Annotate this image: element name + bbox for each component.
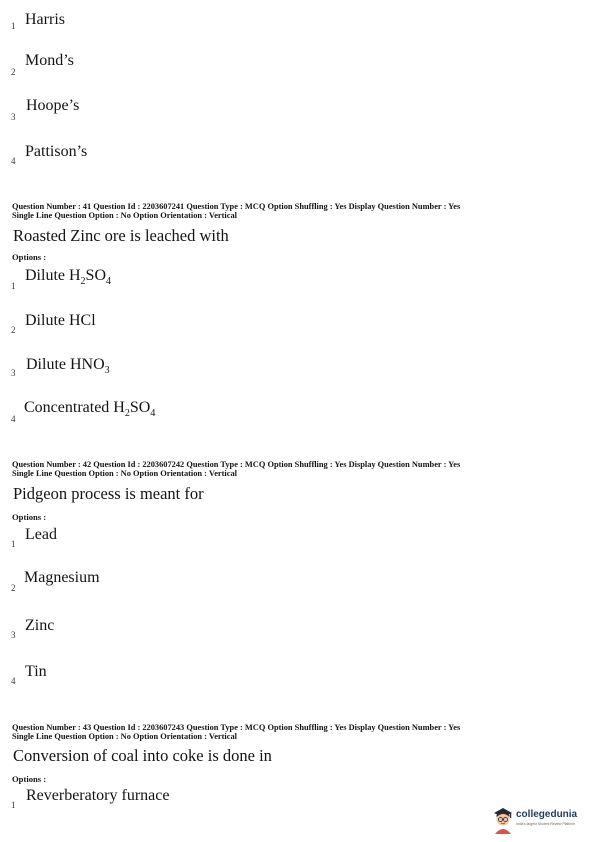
options-label: Options : (12, 512, 47, 522)
question-text: Pidgeon process is meant for (13, 484, 204, 503)
option-text: Tin (25, 663, 47, 680)
option-number: 2 (11, 325, 16, 335)
option-number: 1 (11, 800, 16, 810)
option-number: 1 (11, 281, 16, 291)
question-text: Roasted Zinc ore is leached with (13, 226, 229, 245)
option-text: Dilute HCl (25, 312, 96, 329)
option-text: Concentrated $H_2SO_4$ (24, 399, 156, 420)
options-label: Options : (12, 252, 47, 262)
option-text: Dilute $HNO_3$ (26, 356, 110, 377)
logo-tagline: India's largest Student Review Platform (516, 822, 576, 826)
question-meta-line: Question Number : 41 Question Id : 2203607241 Question Type : MCQ Option Shuffling : Yes Display Question Number : Yes (12, 202, 461, 211)
option-number: 1 (11, 21, 16, 31)
option-text: Hoope’s (26, 97, 80, 114)
option-text: Mond’s (25, 52, 74, 69)
option-text: Reverberatory furnace (26, 787, 170, 804)
option-number: 1 (11, 539, 16, 549)
logo-name: collegedunia (516, 809, 578, 820)
option-number: 3 (11, 368, 16, 378)
option-text: Dilute $H_2SO_4$ (25, 267, 111, 288)
option-text: Lead (25, 526, 57, 543)
options-label: Options : (12, 774, 47, 784)
student-mascot-icon (492, 804, 514, 834)
question-meta-line: Single Line Question Option : No Option Orientation : Vertical (12, 211, 237, 220)
question-meta-line: Question Number : 43 Question Id : 2203607243 Question Type : MCQ Option Shuffling : Yes Display Question Number : Yes (12, 723, 461, 732)
option-text: Harris (25, 11, 65, 28)
option-text: Pattison’s (25, 143, 88, 160)
option-number: 4 (11, 156, 16, 166)
question-meta-line: Single Line Question Option : No Option Orientation : Vertical (12, 732, 237, 741)
option-text: Magnesium (24, 569, 100, 586)
question-meta (12, 723, 587, 741)
question-meta-line: Single Line Question Option : No Option Orientation : Vertical (12, 469, 237, 478)
option-number: 2 (11, 67, 16, 77)
option-number: 4 (11, 676, 16, 686)
option-number: 2 (11, 583, 16, 593)
option-number: 3 (11, 112, 16, 122)
question-text: Conversion of coal into coke is done in (13, 746, 272, 765)
option-number: 4 (11, 414, 16, 424)
question-meta (12, 460, 587, 478)
option-text: Zinc (25, 617, 55, 634)
option-number: 3 (11, 630, 16, 640)
question-meta-line: Question Number : 42 Question Id : 2203607242 Question Type : MCQ Option Shuffling : Yes Display Question Number : Yes (12, 460, 461, 469)
collegedunia-logo (492, 802, 592, 836)
question-meta (12, 202, 587, 220)
